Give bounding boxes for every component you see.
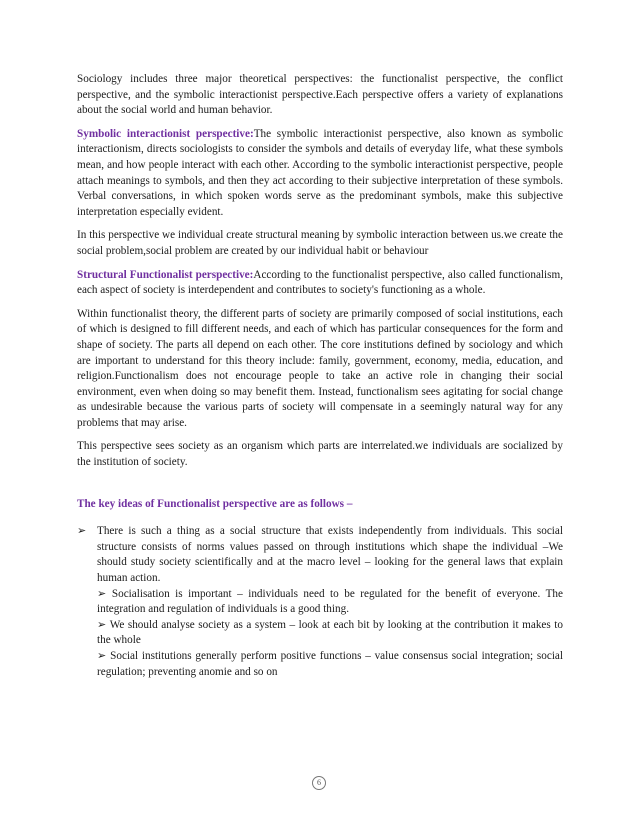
organism-paragraph: This perspective sees society as an organism which parts are interrelated.we individuals are socialized by the institution of society. <box>77 440 563 469</box>
sub-bullet <box>97 587 563 618</box>
structural-text: According to the functionalist perspective, also called functionalism, each aspect of society is interdependent and contributes to society's functioning as a whole. <box>77 268 563 297</box>
arrow-bullet-icon: ➢ <box>77 525 87 538</box>
symbolic-text: The symbolic interactionist perspective, also known as symbolic interactionism, directs sociologists to consider the symbols and details of everyday life, what these symbols mean, and how people interact with each other. According to the symbolic interactionist perspective, people attach meanings to symbols, and then they act according to their subjective interpretation of these symbols. Verbal conversations, in which spoken words serve as the predominant symbols, make this subjective interpretation especially evident. <box>77 127 563 218</box>
symbolic-paragraph <box>77 127 563 221</box>
symbolic-heading: Symbolic interactionist perspective: <box>77 127 254 140</box>
sub-bullet <box>97 618 563 649</box>
arrow-bullet-icon: ➢ <box>97 587 107 600</box>
arrow-bullet-icon: ➢ <box>97 650 107 662</box>
functionalism-paragraph: Within functionalist theory, the different parts of society are primarily composed of social institutions, each of which is designed to fill different needs, and each of which has particular consequences for the form and shape of society. The parts all depend on each other. The core institutions defined by sociology and which are important to understand for this theory include: family, government, economy, media, education, and religion.Functionalism does not encourage people to take an active role in changing their social environment, even when doing so may benefit them. Instead, functionalism sees agitating for social change as undesirable because the various parts of society will compensate in a seemingly natural way for any problems that may arise. <box>77 307 563 429</box>
symbolic-note-paragraph: In this perspective we individual create structural meaning by symbolic interaction between us.we create the social problem,social problem are created by our individual habit or behaviour <box>77 229 563 257</box>
sub-bullet-text: Socialisation is important – individuals need to be regulated for the benefit of everyone. The integration and regulation of individuals is a good thing. <box>97 587 563 616</box>
page-number: 6 <box>312 776 326 790</box>
list-item <box>77 524 563 680</box>
sub-bullet-text: We should analyse society as a system – look at each bit by looking at the contribution it makes to the whole <box>97 618 563 647</box>
key-ideas-list <box>77 524 563 680</box>
intro-paragraph: Sociology includes three major theoretical perspectives: the functionalist perspective, the conflict perspective, and the symbolic interactionist perspective.Each perspective offers a variety of explanations about the social world and human behavior. <box>77 73 563 117</box>
arrow-bullet-icon: ➢ <box>97 618 107 631</box>
structural-heading: Structural Functionalist perspective: <box>77 268 254 281</box>
bullet-body <box>97 524 563 680</box>
document-body <box>77 72 563 680</box>
sub-bullet-text: Social institutions generally perform positive functions – value consensus social integration; social regulation; preventing anomie and so on <box>97 650 564 678</box>
sub-bullet <box>97 649 563 680</box>
structural-paragraph <box>77 268 563 299</box>
page-footer <box>0 776 638 790</box>
bullet-main-text: There is such a thing as a social structure that exists independently from individuals. This social structure consists of norms values passed on through institutions which shape the individual –We should study society scientifically and at the macro level – looking for the general laws that explain human action. <box>97 525 563 585</box>
key-ideas-title: The key ideas of Functionalist perspective are as follows – <box>77 497 353 510</box>
